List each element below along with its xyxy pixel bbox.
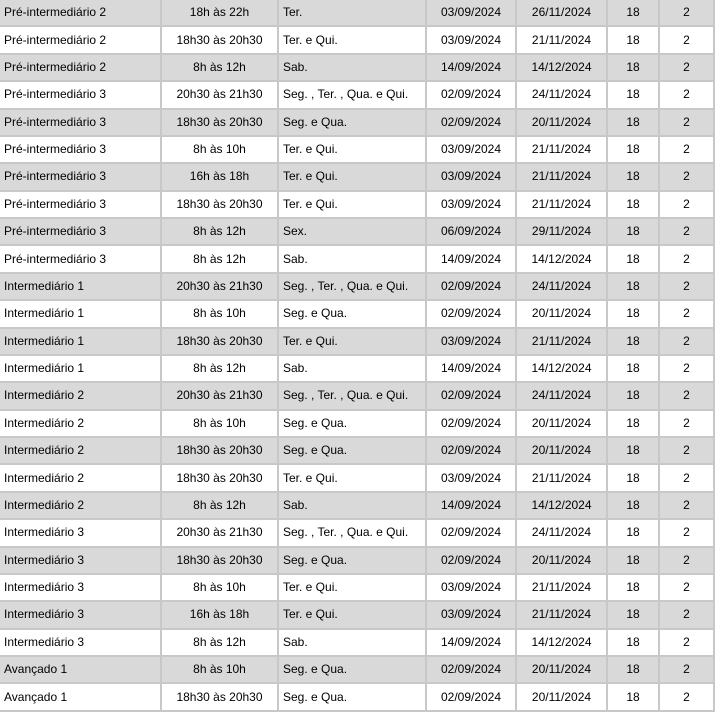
table-row <box>0 0 715 27</box>
course-level-cell: Intermediário 3 <box>0 602 162 629</box>
start-date-cell: 14/09/2024 <box>427 493 517 520</box>
weekdays-cell: Sab. <box>279 356 427 383</box>
weekdays-cell: Seg. e Qua. <box>279 301 427 328</box>
table-row <box>0 219 715 246</box>
time-cell: 18h30 às 20h30 <box>162 192 279 219</box>
end-date-cell: 14/12/2024 <box>517 356 608 383</box>
start-date-cell: 03/09/2024 <box>427 329 517 356</box>
table-row <box>0 27 715 54</box>
start-date-cell: 02/09/2024 <box>427 383 517 410</box>
table-row <box>0 684 715 712</box>
course-level-cell: Avançado 1 <box>0 684 162 712</box>
count-cell: 2 <box>660 274 715 301</box>
count-cell: 2 <box>660 602 715 629</box>
hours-cell: 18 <box>608 55 660 82</box>
count-cell: 2 <box>660 110 715 137</box>
table-row <box>0 630 715 657</box>
weekdays-cell: Ter. e Qui. <box>279 164 427 191</box>
start-date-cell: 14/09/2024 <box>427 246 517 273</box>
time-cell: 18h30 às 20h30 <box>162 110 279 137</box>
course-level-cell: Pré-intermediário 3 <box>0 164 162 191</box>
course-level-cell: Pré-intermediário 3 <box>0 110 162 137</box>
start-date-cell: 14/09/2024 <box>427 356 517 383</box>
count-cell: 2 <box>660 684 715 712</box>
table-row <box>0 192 715 219</box>
weekdays-cell: Ter. e Qui. <box>279 27 427 54</box>
end-date-cell: 21/11/2024 <box>517 27 608 54</box>
hours-cell: 18 <box>608 493 660 520</box>
time-cell: 8h às 12h <box>162 55 279 82</box>
course-level-cell: Pré-intermediário 3 <box>0 246 162 273</box>
hours-cell: 18 <box>608 602 660 629</box>
hours-cell: 18 <box>608 329 660 356</box>
time-cell: 18h30 às 20h30 <box>162 465 279 492</box>
table-row <box>0 657 715 684</box>
course-level-cell: Pré-intermediário 3 <box>0 192 162 219</box>
hours-cell: 18 <box>608 164 660 191</box>
start-date-cell: 02/09/2024 <box>427 657 517 684</box>
end-date-cell: 24/11/2024 <box>517 82 608 109</box>
end-date-cell: 20/11/2024 <box>517 684 608 712</box>
time-cell: 18h30 às 20h30 <box>162 684 279 712</box>
weekdays-cell: Sab. <box>279 630 427 657</box>
end-date-cell: 20/11/2024 <box>517 657 608 684</box>
end-date-cell: 21/11/2024 <box>517 575 608 602</box>
course-level-cell: Pré-intermediário 2 <box>0 0 162 27</box>
end-date-cell: 24/11/2024 <box>517 520 608 547</box>
count-cell: 2 <box>660 438 715 465</box>
end-date-cell: 20/11/2024 <box>517 411 608 438</box>
hours-cell: 18 <box>608 0 660 27</box>
course-level-cell: Intermediário 2 <box>0 465 162 492</box>
time-cell: 20h30 às 21h30 <box>162 82 279 109</box>
weekdays-cell: Seg. e Qua. <box>279 411 427 438</box>
time-cell: 8h às 10h <box>162 301 279 328</box>
course-level-cell: Intermediário 2 <box>0 411 162 438</box>
weekdays-cell: Ter. e Qui. <box>279 329 427 356</box>
end-date-cell: 21/11/2024 <box>517 137 608 164</box>
start-date-cell: 02/09/2024 <box>427 82 517 109</box>
weekdays-cell: Seg. e Qua. <box>279 684 427 712</box>
hours-cell: 18 <box>608 548 660 575</box>
end-date-cell: 21/11/2024 <box>517 465 608 492</box>
hours-cell: 18 <box>608 411 660 438</box>
time-cell: 18h30 às 20h30 <box>162 548 279 575</box>
count-cell: 2 <box>660 55 715 82</box>
hours-cell: 18 <box>608 246 660 273</box>
table-row <box>0 137 715 164</box>
count-cell: 2 <box>660 192 715 219</box>
course-level-cell: Pré-intermediário 2 <box>0 27 162 54</box>
end-date-cell: 21/11/2024 <box>517 602 608 629</box>
start-date-cell: 03/09/2024 <box>427 164 517 191</box>
count-cell: 2 <box>660 219 715 246</box>
count-cell: 2 <box>660 520 715 547</box>
hours-cell: 18 <box>608 192 660 219</box>
count-cell: 2 <box>660 82 715 109</box>
start-date-cell: 03/09/2024 <box>427 575 517 602</box>
end-date-cell: 21/11/2024 <box>517 164 608 191</box>
weekdays-cell: Ter. e Qui. <box>279 465 427 492</box>
end-date-cell: 20/11/2024 <box>517 110 608 137</box>
time-cell: 8h às 10h <box>162 137 279 164</box>
count-cell: 2 <box>660 329 715 356</box>
hours-cell: 18 <box>608 110 660 137</box>
course-level-cell: Intermediário 3 <box>0 520 162 547</box>
end-date-cell: 24/11/2024 <box>517 274 608 301</box>
table-row <box>0 110 715 137</box>
hours-cell: 18 <box>608 383 660 410</box>
start-date-cell: 03/09/2024 <box>427 192 517 219</box>
table-row <box>0 82 715 109</box>
table-row <box>0 520 715 547</box>
weekdays-cell: Ter. e Qui. <box>279 602 427 629</box>
weekdays-cell: Sab. <box>279 55 427 82</box>
hours-cell: 18 <box>608 219 660 246</box>
hours-cell: 18 <box>608 438 660 465</box>
course-level-cell: Intermediário 1 <box>0 274 162 301</box>
count-cell: 2 <box>660 657 715 684</box>
time-cell: 8h às 12h <box>162 493 279 520</box>
table-row <box>0 411 715 438</box>
start-date-cell: 03/09/2024 <box>427 27 517 54</box>
time-cell: 18h30 às 20h30 <box>162 438 279 465</box>
time-cell: 16h às 18h <box>162 164 279 191</box>
start-date-cell: 02/09/2024 <box>427 110 517 137</box>
course-level-cell: Intermediário 1 <box>0 301 162 328</box>
time-cell: 16h às 18h <box>162 602 279 629</box>
time-cell: 20h30 às 21h30 <box>162 274 279 301</box>
weekdays-cell: Seg. e Qua. <box>279 657 427 684</box>
start-date-cell: 14/09/2024 <box>427 630 517 657</box>
table-row <box>0 356 715 383</box>
weekdays-cell: Seg. , Ter. , Qua. e Qui. <box>279 383 427 410</box>
start-date-cell: 03/09/2024 <box>427 0 517 27</box>
end-date-cell: 14/12/2024 <box>517 630 608 657</box>
count-cell: 2 <box>660 246 715 273</box>
course-level-cell: Intermediário 3 <box>0 575 162 602</box>
table-row <box>0 329 715 356</box>
end-date-cell: 20/11/2024 <box>517 548 608 575</box>
course-level-cell: Pré-intermediário 2 <box>0 55 162 82</box>
end-date-cell: 26/11/2024 <box>517 0 608 27</box>
weekdays-cell: Ter. e Qui. <box>279 192 427 219</box>
course-level-cell: Avançado 1 <box>0 657 162 684</box>
weekdays-cell: Ter. <box>279 0 427 27</box>
table-row <box>0 602 715 629</box>
weekdays-cell: Seg. , Ter. , Qua. e Qui. <box>279 520 427 547</box>
hours-cell: 18 <box>608 274 660 301</box>
table-row <box>0 465 715 492</box>
hours-cell: 18 <box>608 27 660 54</box>
table-row <box>0 493 715 520</box>
weekdays-cell: Sab. <box>279 493 427 520</box>
weekdays-cell: Seg. e Qua. <box>279 548 427 575</box>
weekdays-cell: Seg. , Ter. , Qua. e Qui. <box>279 82 427 109</box>
weekdays-cell: Ter. e Qui. <box>279 575 427 602</box>
hours-cell: 18 <box>608 465 660 492</box>
end-date-cell: 20/11/2024 <box>517 438 608 465</box>
hours-cell: 18 <box>608 684 660 712</box>
hours-cell: 18 <box>608 520 660 547</box>
course-level-cell: Intermediário 2 <box>0 493 162 520</box>
time-cell: 20h30 às 21h30 <box>162 383 279 410</box>
time-cell: 8h às 12h <box>162 246 279 273</box>
count-cell: 2 <box>660 411 715 438</box>
weekdays-cell: Ter. e Qui. <box>279 137 427 164</box>
weekdays-cell: Seg. e Qua. <box>279 110 427 137</box>
start-date-cell: 02/09/2024 <box>427 548 517 575</box>
time-cell: 18h30 às 20h30 <box>162 27 279 54</box>
time-cell: 8h às 10h <box>162 411 279 438</box>
hours-cell: 18 <box>608 301 660 328</box>
table-row <box>0 274 715 301</box>
time-cell: 18h30 às 20h30 <box>162 329 279 356</box>
count-cell: 2 <box>660 301 715 328</box>
count-cell: 2 <box>660 356 715 383</box>
table-row <box>0 55 715 82</box>
table-row <box>0 301 715 328</box>
course-level-cell: Intermediário 1 <box>0 356 162 383</box>
weekdays-cell: Seg. e Qua. <box>279 438 427 465</box>
hours-cell: 18 <box>608 356 660 383</box>
start-date-cell: 02/09/2024 <box>427 438 517 465</box>
table-row <box>0 246 715 273</box>
end-date-cell: 14/12/2024 <box>517 493 608 520</box>
weekdays-cell: Sex. <box>279 219 427 246</box>
course-level-cell: Intermediário 3 <box>0 548 162 575</box>
time-cell: 18h às 22h <box>162 0 279 27</box>
time-cell: 8h às 12h <box>162 630 279 657</box>
count-cell: 2 <box>660 164 715 191</box>
course-level-cell: Intermediário 1 <box>0 329 162 356</box>
count-cell: 2 <box>660 0 715 27</box>
end-date-cell: 20/11/2024 <box>517 301 608 328</box>
start-date-cell: 02/09/2024 <box>427 301 517 328</box>
time-cell: 8h às 12h <box>162 356 279 383</box>
count-cell: 2 <box>660 137 715 164</box>
course-level-cell: Pré-intermediário 3 <box>0 219 162 246</box>
start-date-cell: 03/09/2024 <box>427 602 517 629</box>
start-date-cell: 02/09/2024 <box>427 520 517 547</box>
end-date-cell: 21/11/2024 <box>517 329 608 356</box>
course-level-cell: Intermediário 2 <box>0 438 162 465</box>
count-cell: 2 <box>660 630 715 657</box>
course-level-cell: Pré-intermediário 3 <box>0 137 162 164</box>
count-cell: 2 <box>660 465 715 492</box>
course-level-cell: Intermediário 2 <box>0 383 162 410</box>
hours-cell: 18 <box>608 630 660 657</box>
hours-cell: 18 <box>608 657 660 684</box>
start-date-cell: 02/09/2024 <box>427 274 517 301</box>
table-row <box>0 164 715 191</box>
course-level-cell: Pré-intermediário 3 <box>0 82 162 109</box>
table-row <box>0 548 715 575</box>
start-date-cell: 06/09/2024 <box>427 219 517 246</box>
weekdays-cell: Seg. , Ter. , Qua. e Qui. <box>279 274 427 301</box>
time-cell: 8h às 12h <box>162 219 279 246</box>
weekdays-cell: Sab. <box>279 246 427 273</box>
count-cell: 2 <box>660 493 715 520</box>
count-cell: 2 <box>660 575 715 602</box>
end-date-cell: 14/12/2024 <box>517 55 608 82</box>
hours-cell: 18 <box>608 82 660 109</box>
time-cell: 8h às 10h <box>162 575 279 602</box>
start-date-cell: 02/09/2024 <box>427 684 517 712</box>
table-row <box>0 438 715 465</box>
time-cell: 20h30 às 21h30 <box>162 520 279 547</box>
end-date-cell: 21/11/2024 <box>517 192 608 219</box>
start-date-cell: 14/09/2024 <box>427 55 517 82</box>
start-date-cell: 03/09/2024 <box>427 465 517 492</box>
hours-cell: 18 <box>608 137 660 164</box>
end-date-cell: 29/11/2024 <box>517 219 608 246</box>
table-row <box>0 575 715 602</box>
count-cell: 2 <box>660 548 715 575</box>
course-level-cell: Intermediário 3 <box>0 630 162 657</box>
hours-cell: 18 <box>608 575 660 602</box>
count-cell: 2 <box>660 27 715 54</box>
count-cell: 2 <box>660 383 715 410</box>
end-date-cell: 24/11/2024 <box>517 383 608 410</box>
end-date-cell: 14/12/2024 <box>517 246 608 273</box>
start-date-cell: 02/09/2024 <box>427 411 517 438</box>
start-date-cell: 03/09/2024 <box>427 137 517 164</box>
time-cell: 8h às 10h <box>162 657 279 684</box>
table-row <box>0 383 715 410</box>
